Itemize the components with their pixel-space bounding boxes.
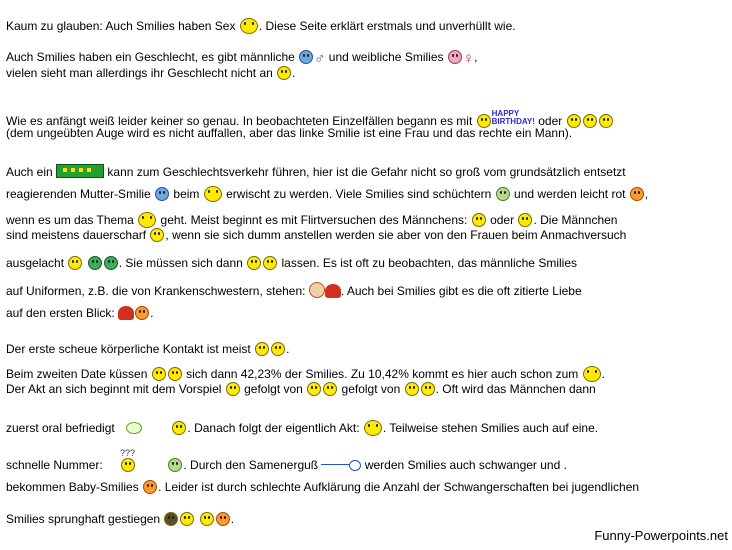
smiley-icon [247, 256, 261, 270]
smiley-icon [323, 382, 337, 396]
line-3: vielen sieht man allerdings ihr Geschlecht nicht an . [6, 66, 296, 80]
couple-smiley-icon [240, 18, 258, 34]
smiley-icon [152, 367, 166, 381]
redhead-smiley-icon [118, 306, 134, 320]
love-smiley-icon [135, 306, 149, 320]
male-smiley-icon [299, 50, 313, 64]
smiley-icon [168, 458, 182, 472]
smiley-icon [172, 421, 186, 435]
smiley-icon [472, 213, 486, 227]
female-symbol-icon: ♀ [462, 50, 475, 67]
redhead-smiley-icon [325, 284, 341, 298]
couple-smiley-icon [204, 186, 222, 202]
nurse-smiley-icon [309, 282, 325, 298]
line-19: Smilies sprunghaft gestiegen . [6, 512, 235, 526]
question-smiley [120, 448, 136, 472]
smiley-icon [263, 256, 277, 270]
line-15: Der Akt an sich beginnt mit dem Vorspiel gefolgt von gefolgt von . Oft wird das Männchen dann [6, 382, 596, 396]
smiley-icon [271, 342, 285, 356]
baby-smiley-icon [143, 480, 157, 494]
smiley-icon [307, 382, 321, 396]
line-9: sind meistens dauerscharf , wenn sie sich dumm anstellen werden sie aber von den Frauen beim Anmachversuch [6, 228, 627, 242]
shy-smiley-icon [496, 187, 510, 201]
line-7: reagierenden Mutter-Smilie beim erwischt zu werden. Viele Smilies sind schüchtern und werden leicht rot , [6, 187, 649, 201]
smiley-icon [421, 382, 435, 396]
line-14: Beim zweiten Date küssen sich dann 42,23% der Smilies. Zu 10,42% kommt es hier auch schon zum . [6, 367, 605, 381]
female-smiley-icon [448, 50, 462, 64]
line-17: schnelle Nummer: ??? . Durch den Samenerguß werden Smilies auch schwanger und . [6, 448, 567, 472]
couple-smiley-icon [138, 212, 156, 228]
watermark: Funny-Powerpoints.net [594, 528, 728, 543]
smiley-icon [583, 114, 597, 128]
line-2: Auch Smilies haben ein Geschlecht, es gibt männliche ♂ und weibliche Smilies ♀, [6, 50, 478, 67]
sperm-icon [321, 460, 361, 470]
sunglasses-smiley-icon [104, 256, 118, 270]
grinning-smiley-icon [150, 228, 164, 242]
smiley-icon [599, 114, 613, 128]
waving-smiley-icon [518, 213, 532, 227]
smiley-icon [277, 66, 291, 80]
smiley-icon [255, 342, 269, 356]
smiley-icon [405, 382, 419, 396]
line-12: auf den ersten Blick: . [6, 306, 154, 320]
speech-bubble-icon [126, 422, 142, 434]
smiley-icon [168, 367, 182, 381]
couple-smiley-icon [583, 366, 601, 382]
baby-smiley-icon [216, 512, 230, 526]
happy-birthday-banner: HAPPY BIRTHDAY! [491, 109, 535, 126]
hat-smiley-icon [164, 512, 178, 526]
line-13: Der erste scheue körperliche Kontakt ist meist . [6, 342, 290, 356]
blushing-smiley-icon [630, 187, 644, 201]
line-10: ausgelacht . Sie müssen sich dann lassen. Es ist oft zu beobachten, das männliche Smilies [6, 256, 577, 270]
mother-smiley-icon [155, 187, 169, 201]
line-6: Auch ein kann zum Geschlechtsverkehr führen, hier ist die Gefahr nicht so groß vom grundsätzlich entsetzt [6, 165, 626, 179]
grinning-smiley-icon [226, 382, 240, 396]
line-18: bekommen Baby-Smilies . Leider ist durch schlechte Aufklärung die Anzahl der Schwangerschaften bei jugendlichen [6, 480, 640, 494]
line-8: wenn es um das Thema geht. Meist beginnt es mit Flirtversuchen des Männchens: oder . Die Männchen [6, 213, 618, 227]
line-5: (dem ungeübten Auge wird es nicht auffallen, aber das linke Smilie ist eine Frau und das rechte ein Mann). [6, 126, 573, 140]
line-16: zuerst oral befriedigt . Danach folgt der eigentlich Akt: . Teilweise stehen Smilies auch auf eine. [6, 421, 599, 435]
confused-smiley-icon [121, 458, 135, 472]
blonde-smiley-icon [200, 512, 214, 526]
sunglasses-smiley-icon [88, 256, 102, 270]
couple-smiley-icon [364, 420, 382, 436]
line-11: auf Uniformen, z.B. die von Krankenschwestern, stehen: . Auch bei Smilies gibt es die oft zitierte Liebe [6, 284, 582, 298]
line-4: Wie es anfängt weiß leider keiner so genau. In beobachteten Einzelfällen begann es mit HAPPY BIRTHDAY! oder [6, 110, 614, 128]
waving-smiley-icon [180, 512, 194, 526]
line-1: Kaum zu glauben: Auch Smilies haben Sex . Diese Seite erklärt erstmals und unverhüllt wie. [6, 19, 516, 33]
smiley-icon [68, 256, 82, 270]
worm-icon [56, 164, 104, 178]
male-symbol-icon: ♂ [314, 50, 326, 67]
question-marks: ??? [120, 448, 136, 458]
